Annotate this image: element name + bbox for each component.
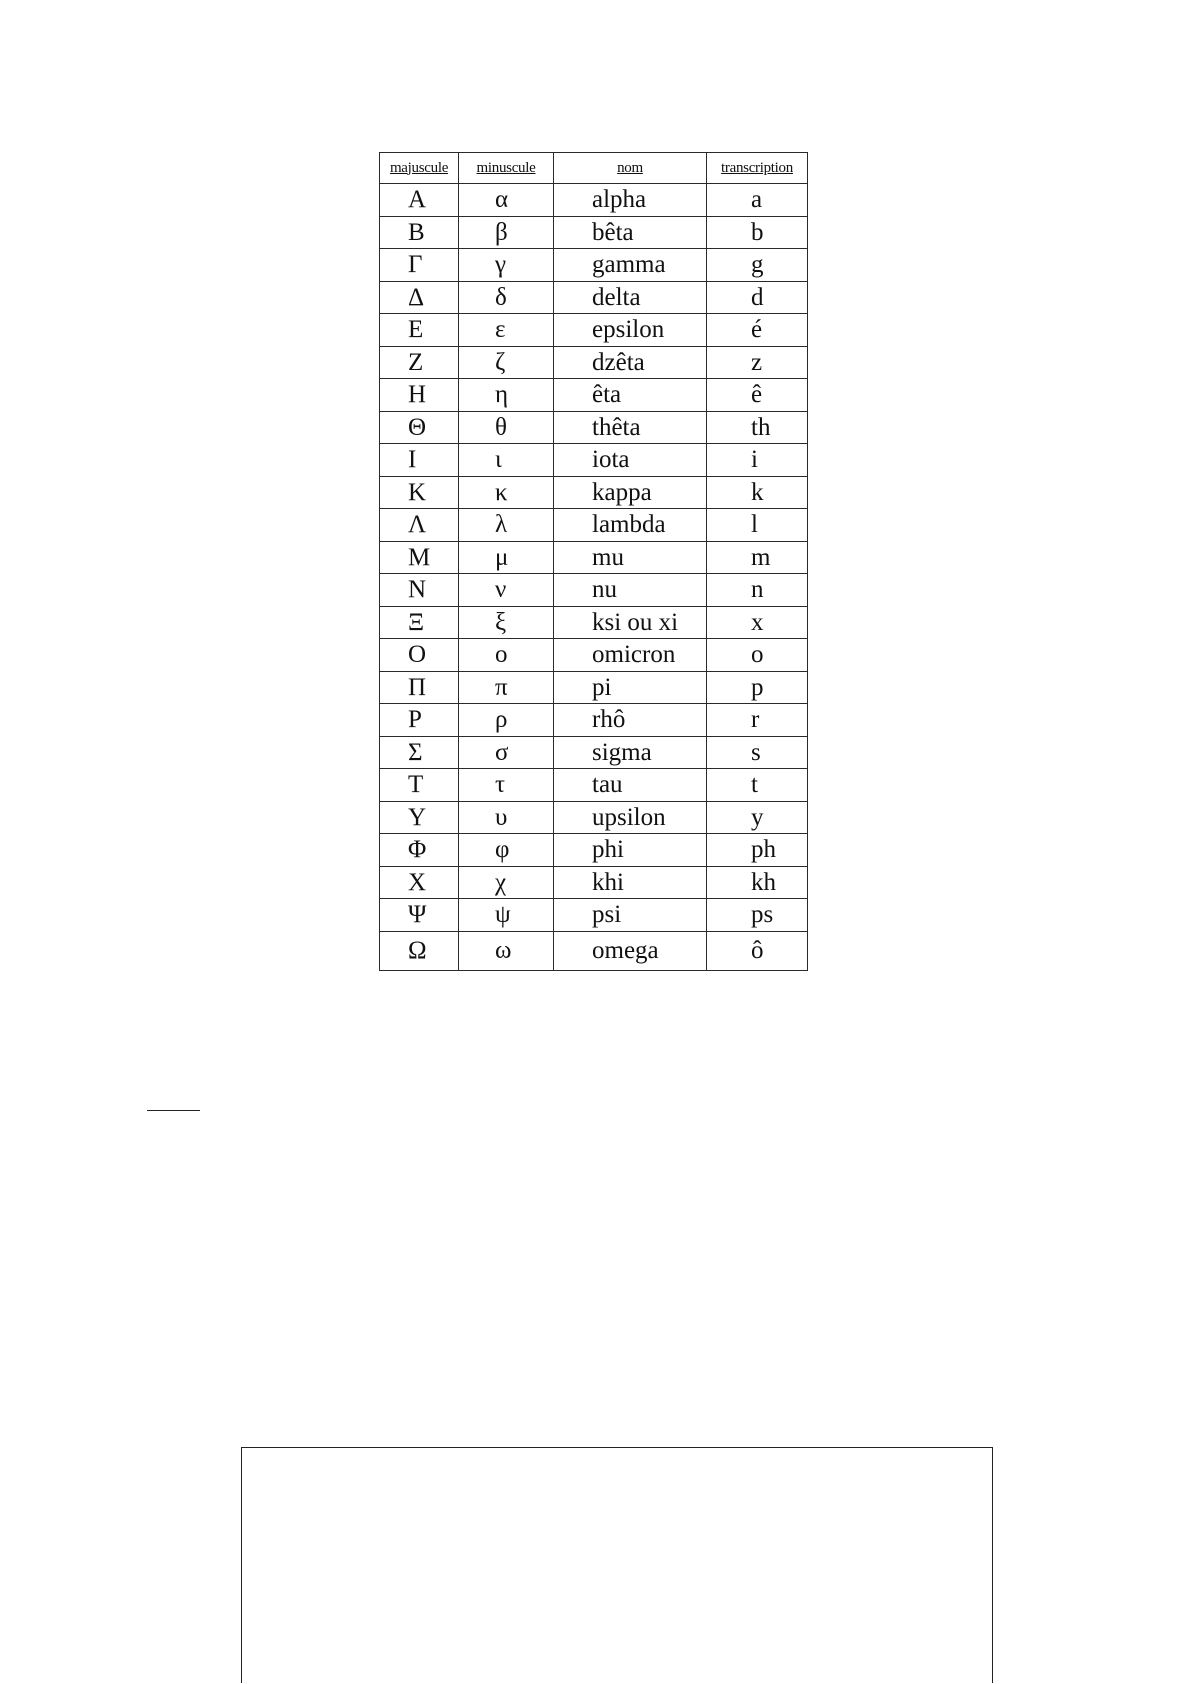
cell-majuscule: Ν [380,574,459,607]
table-row [380,801,808,834]
cell-nom: upsilon [554,801,707,834]
table-header-row [380,153,808,184]
cell-transcription: p [707,671,808,704]
cell-nom: tau [554,769,707,802]
cell-nom: gamma [554,249,707,282]
cell-transcription: x [707,606,808,639]
cell-transcription: y [707,801,808,834]
table-row [380,704,808,737]
cell-nom: delta [554,281,707,314]
cell-minuscule: δ [459,281,554,314]
cell-majuscule: Η [380,379,459,412]
cell-minuscule: ζ [459,346,554,379]
table-body [380,184,808,971]
cell-majuscule: Ρ [380,704,459,737]
cell-nom: kappa [554,476,707,509]
table-row [380,379,808,412]
cell-transcription: ê [707,379,808,412]
cell-minuscule: λ [459,509,554,542]
table-row [380,541,808,574]
cell-transcription: t [707,769,808,802]
cell-majuscule: Ι [380,444,459,477]
cell-nom: phi [554,834,707,867]
table-row [380,216,808,249]
table-row [380,834,808,867]
cell-majuscule: Ξ [380,606,459,639]
cell-minuscule: ξ [459,606,554,639]
table-row [380,444,808,477]
cell-majuscule: Β [380,216,459,249]
cell-nom: ksi ou xi [554,606,707,639]
header-majuscule: majuscule [380,153,459,184]
cell-transcription: i [707,444,808,477]
table-row [380,346,808,379]
cell-transcription: kh [707,866,808,899]
empty-answer-box [241,1447,993,1683]
cell-transcription: n [707,574,808,607]
cell-minuscule: φ [459,834,554,867]
cell-nom: iota [554,444,707,477]
cell-majuscule: Κ [380,476,459,509]
cell-transcription: ps [707,899,808,932]
cell-nom: alpha [554,184,707,217]
cell-transcription: d [707,281,808,314]
cell-nom: êta [554,379,707,412]
header-minuscule: minuscule [459,153,554,184]
cell-nom: omega [554,931,707,970]
cell-nom: sigma [554,736,707,769]
cell-minuscule: ι [459,444,554,477]
cell-minuscule: κ [459,476,554,509]
cell-majuscule: Α [380,184,459,217]
cell-nom: pi [554,671,707,704]
cell-transcription: l [707,509,808,542]
cell-minuscule: β [459,216,554,249]
table-row [380,476,808,509]
cell-transcription: ô [707,931,808,970]
table-row [380,736,808,769]
table-row [380,671,808,704]
cell-majuscule: Μ [380,541,459,574]
cell-majuscule: Σ [380,736,459,769]
cell-minuscule: ε [459,314,554,347]
cell-majuscule: Φ [380,834,459,867]
cell-minuscule: χ [459,866,554,899]
cell-nom: rhô [554,704,707,737]
cell-majuscule: Θ [380,411,459,444]
table-row [380,509,808,542]
table-row [380,574,808,607]
underline-mark [147,1110,200,1111]
cell-nom: bêta [554,216,707,249]
cell-majuscule: Ψ [380,899,459,932]
table-row [380,249,808,282]
cell-majuscule: Υ [380,801,459,834]
table-row [380,281,808,314]
table-row [380,411,808,444]
cell-nom: psi [554,899,707,932]
table-row [380,184,808,217]
cell-majuscule: Ο [380,639,459,672]
cell-minuscule: ρ [459,704,554,737]
cell-minuscule: τ [459,769,554,802]
cell-transcription: th [707,411,808,444]
table-row [380,866,808,899]
cell-nom: mu [554,541,707,574]
cell-transcription: z [707,346,808,379]
table-row [380,931,808,970]
cell-nom: nu [554,574,707,607]
table-row [380,769,808,802]
table-row [380,639,808,672]
cell-minuscule: α [459,184,554,217]
cell-majuscule: Λ [380,509,459,542]
cell-minuscule: γ [459,249,554,282]
cell-transcription: g [707,249,808,282]
cell-majuscule: Ω [380,931,459,970]
cell-transcription: a [707,184,808,217]
cell-minuscule: μ [459,541,554,574]
cell-nom: epsilon [554,314,707,347]
cell-nom: dzêta [554,346,707,379]
cell-transcription: b [707,216,808,249]
cell-minuscule: ο [459,639,554,672]
cell-minuscule: ω [459,931,554,970]
cell-majuscule: Δ [380,281,459,314]
table-row [380,899,808,932]
cell-transcription: é [707,314,808,347]
cell-majuscule: Ζ [380,346,459,379]
cell-majuscule: Π [380,671,459,704]
cell-nom: khi [554,866,707,899]
cell-majuscule: Χ [380,866,459,899]
cell-minuscule: ν [459,574,554,607]
cell-transcription: r [707,704,808,737]
greek-alphabet-table [379,152,808,971]
cell-majuscule: Τ [380,769,459,802]
cell-transcription: k [707,476,808,509]
table-row [380,606,808,639]
cell-majuscule: Γ [380,249,459,282]
cell-nom: lambda [554,509,707,542]
cell-minuscule: η [459,379,554,412]
cell-transcription: ph [707,834,808,867]
table-row [380,314,808,347]
cell-transcription: m [707,541,808,574]
cell-transcription: o [707,639,808,672]
cell-transcription: s [707,736,808,769]
cell-minuscule: θ [459,411,554,444]
cell-nom: thêta [554,411,707,444]
cell-minuscule: υ [459,801,554,834]
cell-minuscule: π [459,671,554,704]
cell-majuscule: Ε [380,314,459,347]
header-nom: nom [554,153,707,184]
cell-nom: omicron [554,639,707,672]
cell-minuscule: ψ [459,899,554,932]
header-transcription: transcription [707,153,808,184]
cell-minuscule: σ [459,736,554,769]
